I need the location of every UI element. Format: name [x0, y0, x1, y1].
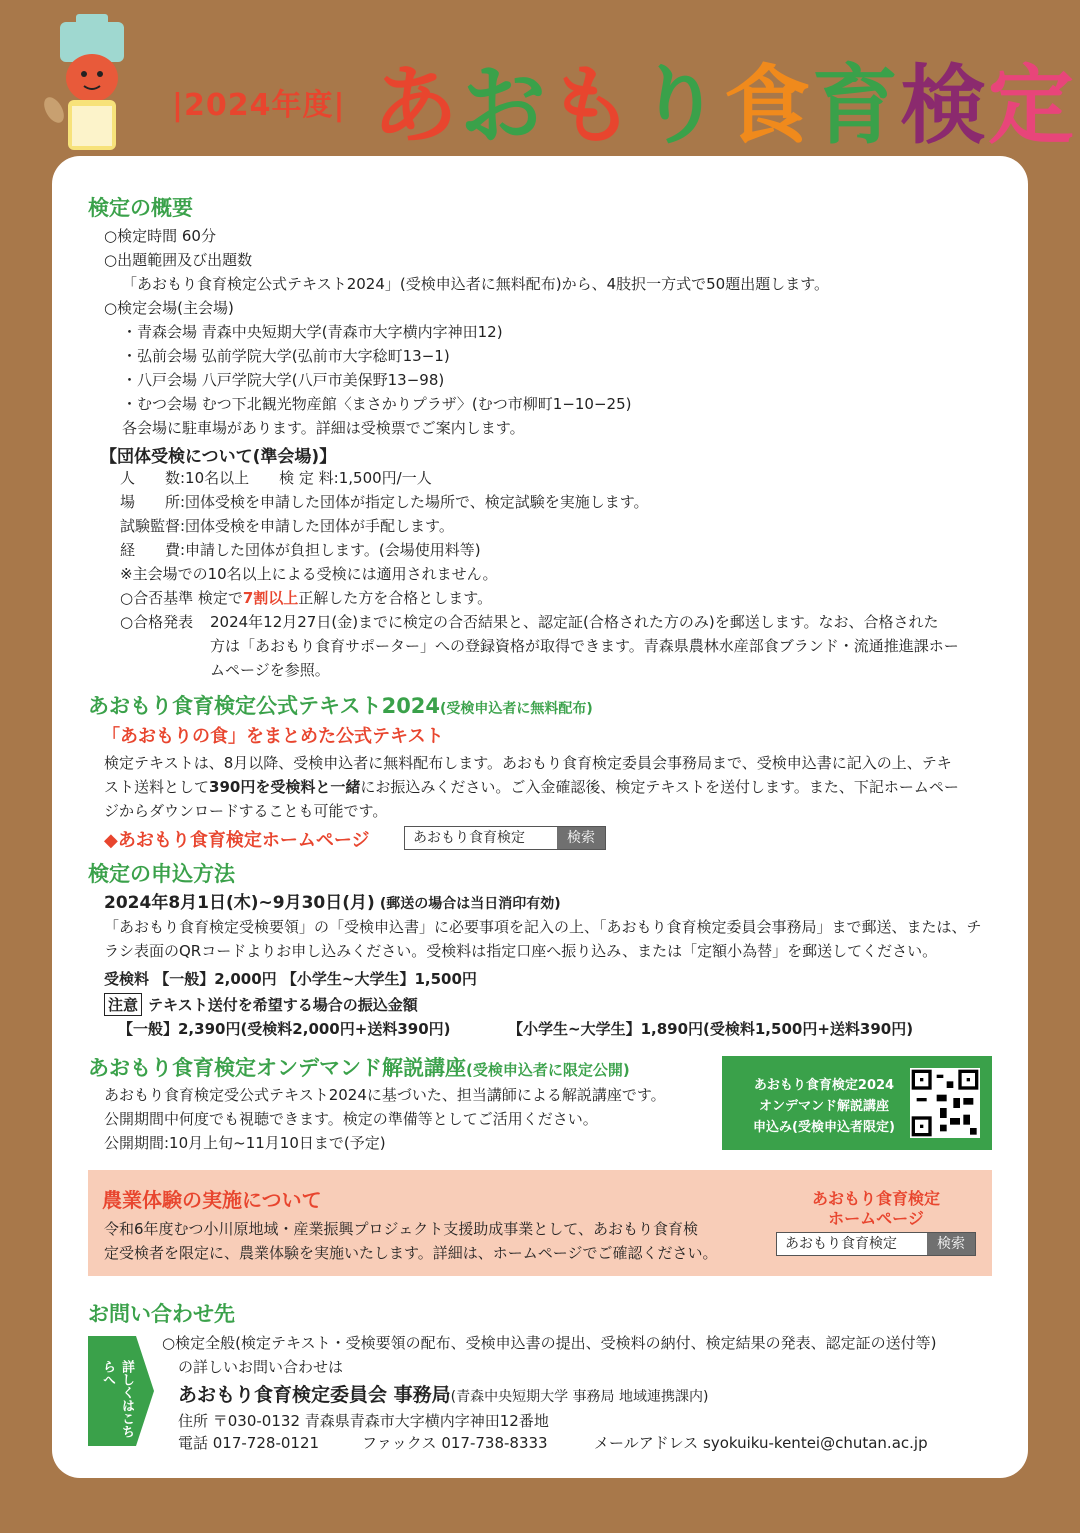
year-badge: |2024年度|	[172, 88, 346, 123]
title-char-2: も	[548, 56, 636, 156]
overview-scope-text: 「あおもり食育検定公式テキスト2024」(受検申込者に無料配布)から、4肢択一方式で50題出題します。	[122, 275, 830, 293]
ondemand-line-2: 公開期間中何度でも視聴できます。検定の準備等としてご活用ください。	[104, 1110, 598, 1128]
title-char-3: り	[636, 56, 724, 156]
text-line-2-post: にお振込みください。ご入金確認後、検定テキストを送付します。また、下記ホームペー	[360, 778, 959, 796]
apply-period	[104, 888, 561, 913]
text-line-1: 検定テキストは、8月以降、受検申込者に無料配布します。あおもり食育検定委員会事務局まで、受検申込書に記入の上、テキ	[104, 754, 952, 772]
contact-line-2: の詳しいお問い合わせは	[178, 1358, 344, 1376]
venue-hachinohe: ・八戸会場 八戸学院大学(八戸市美保野13−98)	[122, 371, 445, 389]
farm-search-button[interactable]: 検索	[927, 1233, 975, 1255]
pass-criteria-highlight: 7割以上	[242, 589, 299, 607]
farm-search-query[interactable]: あおもり食育検定	[785, 1236, 897, 1252]
fee-general: 【一般】2,390円(受検料2,000円+送料390円)	[118, 1020, 451, 1038]
text-line-2-bold: 390円を受検料と一緒	[209, 778, 361, 796]
ondemand-box-line-2: オンデマンド解説講座	[758, 1099, 889, 1114]
text-heading-main: あおもり食育検定公式テキスト2024	[88, 694, 441, 718]
result-label: ○合格発表	[120, 613, 194, 631]
search-box-homepage[interactable]	[404, 826, 606, 850]
apply-period-date: 2024年8月1日(木)~9月30日(月)	[104, 893, 375, 913]
main-title	[372, 36, 1076, 160]
ondemand-box-line-3: 申込み(受検申込者限定)	[753, 1120, 895, 1135]
contact-address: 住所 〒030-0132 青森県青森市大字横内字神田12番地	[178, 1412, 549, 1430]
apply-line-2: ラシ表面のQRコードよりお申し込みください。受検料は指定口座へ振り込み、または「定額小為替」を郵送してください。	[104, 942, 938, 960]
overview-scope-label: ○出題範囲及び出題数	[104, 251, 253, 269]
parking-note: 各会場に駐車場があります。詳細は受検票でご案内します。	[122, 419, 525, 437]
farm-link-line-1[interactable]: あおもり食育検定	[811, 1189, 940, 1208]
homepage-label: ◆あおもり食育検定ホームページ	[104, 830, 370, 851]
pass-criteria	[120, 587, 492, 608]
ondemand-box-line-1: あおもり食育検定2024	[753, 1078, 895, 1093]
text-subheading: 「あおもりの食」をまとめた公式テキスト	[102, 726, 444, 747]
search-box-farm[interactable]	[776, 1232, 976, 1256]
search-query[interactable]: あおもり食育検定	[413, 830, 525, 846]
pass-criteria-post: 正解した方を合格とします。	[298, 589, 493, 607]
venue-hirosaki: ・弘前会場 弘前学院大学(弘前市大字稔町13−1)	[122, 347, 450, 365]
contact-phone: 電話 017-728-0121	[178, 1434, 320, 1452]
title-char-4: 食	[724, 56, 812, 156]
contact-org-name: あおもり食育検定委員会 事務局	[178, 1384, 451, 1406]
fee-student: 【小学生~大学生】1,890円(受検料1,500円+送料390円)	[508, 1020, 914, 1038]
apply-heading: 検定の申込方法	[88, 862, 235, 886]
contact-tab-text: 詳しくはこちらへ	[100, 1360, 134, 1438]
pass-criteria-pre: ○合否基準 検定で	[120, 589, 243, 607]
venue-aomori: ・青森会場 青森中央短期大学(青森市大字横内字神田12)	[122, 323, 503, 341]
search-button[interactable]: 検索	[557, 827, 605, 849]
text-heading	[88, 690, 593, 720]
group-row-place: 場 所:団体受検を申請した団体が指定した場所で、検定試験を実施します。	[120, 493, 649, 511]
overview-heading: 検定の概要	[88, 196, 193, 220]
apply-fee: 受検料 【一般】2,000円 【小学生~大学生】1,500円	[104, 970, 477, 988]
ondemand-heading-sub: (受検申込者に限定公開)	[466, 1061, 630, 1079]
title-char-0: あ	[372, 56, 460, 156]
group-row-cost: 経 費:申請した団体が負担します。(会場使用料等)	[120, 541, 481, 559]
title-char-7: 定	[988, 56, 1076, 156]
group-row-proctor: 試験監督:団体受検を申請した団体が手配します。	[120, 517, 454, 535]
contact-fax: ファックス 017-738-8333	[362, 1434, 548, 1452]
farm-line-2: 定受検者を限定に、農業体験を実施いたします。詳細は、ホームページでご確認ください。	[104, 1244, 718, 1262]
venue-mutsu: ・むつ会場 むつ下北観光物産館〈まさかりプラザ〉(むつ市柳町1−10−25)	[122, 395, 632, 413]
overview-time: ○検定時間 60分	[104, 227, 216, 245]
text-line-2	[104, 776, 959, 797]
text-line-3: ジからダウンロードすることも可能です。	[104, 802, 388, 820]
title-char-1: お	[460, 56, 548, 156]
mascot-illustration	[42, 14, 142, 154]
result-line-1: 2024年12月27日(金)までに検定の合否結果と、認定証(合格された方のみ)を郵送します。なお、合格された	[210, 613, 939, 631]
title-char-5: 育	[812, 56, 900, 156]
group-heading: 【団体受検について(準会場)】	[100, 447, 337, 467]
header	[0, 0, 1080, 160]
group-row-note: ※主会場での10名以上による受検には適用されません。	[120, 565, 498, 583]
notice-text: テキスト送付を希望する場合の振込金額	[148, 996, 418, 1014]
apply-period-note: (郵送の場合は当日消印有効)	[379, 896, 561, 912]
farm-link-line-2[interactable]: ホームページ	[828, 1209, 924, 1228]
ondemand-apply-box[interactable]	[722, 1056, 992, 1150]
farm-box	[88, 1170, 992, 1276]
farm-line-1: 令和6年度むつ小川原地域・産業振興プロジェクト支援助成事業として、あおもり食育検	[104, 1220, 698, 1238]
result-line-2: 方は「あおもり食育サポーター」への登録資格が取得できます。青森県農林水産部食ブランド・流通推進課ホー	[210, 637, 959, 655]
title-char-6: 検	[900, 56, 988, 156]
notice-label: 注意	[104, 993, 142, 1016]
ondemand-line-1: あおもり食育検定受公式テキスト2024に基づいた、担当講師による解説講座です。	[104, 1086, 666, 1104]
contact-email[interactable]: メールアドレス syokuiku-kentei@chutan.ac.jp	[594, 1434, 928, 1452]
overview-venue-label: ○検定会場(主会場)	[104, 299, 234, 317]
contact-org-sub: (青森中央短期大学 事務局 地域連携課内)	[450, 1389, 709, 1405]
contact-line-1: ○検定全般(検定テキスト・受検要領の配布、受検申込書の提出、受検料の納付、検定結果の発表、認定証の送付等)	[162, 1334, 937, 1352]
ondemand-heading-main: あおもり食育検定オンデマンド解説講座	[88, 1056, 466, 1080]
apply-notice	[104, 993, 418, 1016]
text-line-2-pre: スト送料として	[104, 778, 210, 796]
ondemand-heading	[88, 1052, 630, 1082]
result-line-3: ムページを参照。	[210, 661, 330, 679]
text-heading-sub: (受検申込者に無料配布)	[440, 701, 593, 717]
group-row-count: 人 数:10名以上 検 定 料:1,500円/一人	[120, 469, 432, 487]
contact-org	[178, 1380, 708, 1407]
ondemand-line-3: 公開期間:10月上旬~11月10日まで(予定)	[104, 1134, 386, 1152]
contact-heading: お問い合わせ先	[88, 1302, 235, 1326]
farm-heading: 農業体験の実施について	[102, 1188, 322, 1212]
qr-code-icon[interactable]	[910, 1068, 980, 1138]
apply-line-1: 「あおもり食育検定受検要領」の「受検申込書」に必要事項を記入の上、「あおもり食育検定委員会事務局」まで郵送、または、チ	[104, 918, 982, 936]
